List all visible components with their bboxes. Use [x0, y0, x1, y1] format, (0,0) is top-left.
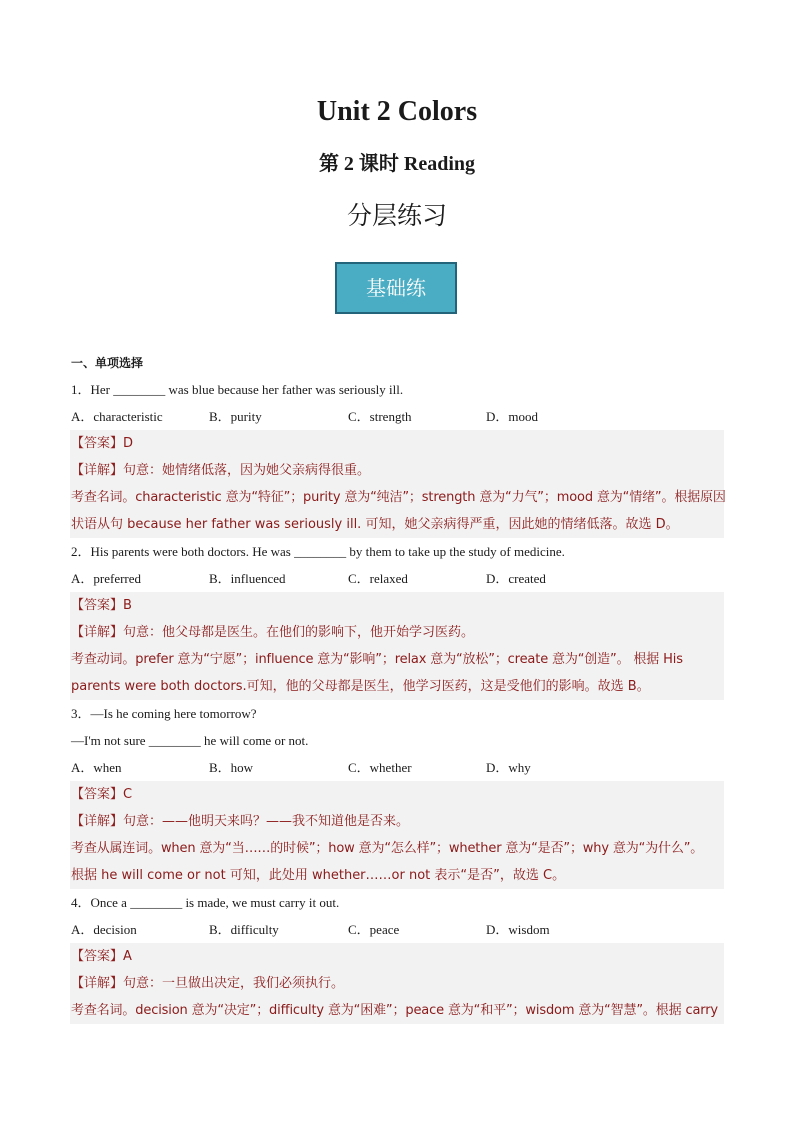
answer-options [71, 916, 724, 943]
question-block [71, 376, 724, 538]
explanation-line: 根据 he will come or not 可知，此处用 whether……or not 表示“是否”，故选 C。 [71, 868, 566, 883]
explanation-line: 考查名词。decision 意为“决定”；difficulty 意为“困难”；peace 意为“和平”；wisdom 意为“智慧”。根据 carry [71, 1003, 718, 1018]
option-c: C．peace [348, 922, 400, 937]
answer-line: 【答案】C [71, 787, 133, 802]
answer-line: 【答案】D [71, 436, 134, 451]
question-stem: 3．—Is he coming here tomorrow? [71, 706, 257, 721]
explanation-line: 【详解】句意：她情绪低落，因为她父亲病得很重。 [71, 463, 371, 478]
answer-options [71, 565, 724, 592]
option-c: C．whether [348, 760, 412, 775]
option-b: B．difficulty [209, 922, 279, 937]
answer-box [70, 430, 724, 538]
practice-heading: 分层练习 [346, 201, 447, 230]
explanation-line: 【详解】句意：他父母都是医生。在他们的影响下，他开始学习医药。 [71, 625, 475, 640]
question-stem: 1．Her ________ was blue because her father was seriously ill. [71, 382, 404, 397]
explanation-line: 【详解】句意：一旦做出决定，我们必须执行。 [71, 976, 345, 991]
answer-line: 【答案】B [71, 598, 132, 613]
question-block [71, 889, 724, 1024]
question-stem: —I'm not sure ________ he will come or not. [71, 733, 309, 748]
explanation-line: 考查动词。prefer 意为“宁愿”；influence 意为“影响”；relax 意为“放松”；create 意为“创造”。 根据 His [71, 652, 683, 667]
option-a: A．preferred [71, 571, 142, 586]
option-d: D．created [486, 571, 546, 586]
option-d: D．mood [486, 409, 539, 424]
level-badge: 基础练 [335, 262, 457, 314]
explanation-line: 状语从句 because her father was seriously ill. 可知，她父亲病得严重，因此她的情绪低落。故选 D。 [71, 517, 679, 532]
answer-options [71, 754, 724, 781]
explanation-line: parents were both doctors.可知，他的父母都是医生，他学习医药，这是受他们的影响。故选 B。 [71, 679, 650, 694]
explanation-line: 考查从属连词。when 意为“当……的时候”；how 意为“怎么样”；whether 意为“是否”；why 意为“为什么”。 [71, 841, 704, 856]
explanation-line: 考查名词。characteristic 意为“特征”；purity 意为“纯洁”；strength 意为“力气”；mood 意为“情绪”。根据原因 [71, 490, 726, 505]
option-a: A．decision [71, 922, 137, 937]
option-c: C．relaxed [348, 571, 408, 586]
answer-box [70, 943, 724, 1024]
question-block [71, 538, 724, 700]
option-b: B．influenced [209, 571, 286, 586]
question-stem: 4．Once a ________ is made, we must carry it out. [71, 895, 340, 910]
option-c: C．strength [348, 409, 412, 424]
page-title: Unit 2 Colors [316, 96, 478, 127]
answer-box [70, 592, 724, 700]
explanation-line: 【详解】句意：——他明天来吗？——我不知道他是否来。 [71, 814, 410, 829]
answer-box [70, 781, 724, 889]
option-a: A．when [71, 760, 122, 775]
section-title: 一、单项选择 [71, 356, 144, 370]
question-stem: 2．His parents were both doctors. He was ________ by them to take up the study of medicine. [71, 544, 565, 559]
option-d: D．wisdom [486, 922, 550, 937]
answer-options [71, 403, 724, 430]
option-d: D．why [486, 760, 531, 775]
exercise-content [71, 350, 724, 1024]
lesson-subtitle: 第 2 课时 Reading [318, 153, 476, 175]
option-b: B．how [209, 760, 254, 775]
option-b: B．purity [209, 409, 262, 424]
question-block [71, 700, 724, 889]
option-a: A．characteristic [71, 409, 163, 424]
answer-line: 【答案】A [71, 949, 132, 964]
